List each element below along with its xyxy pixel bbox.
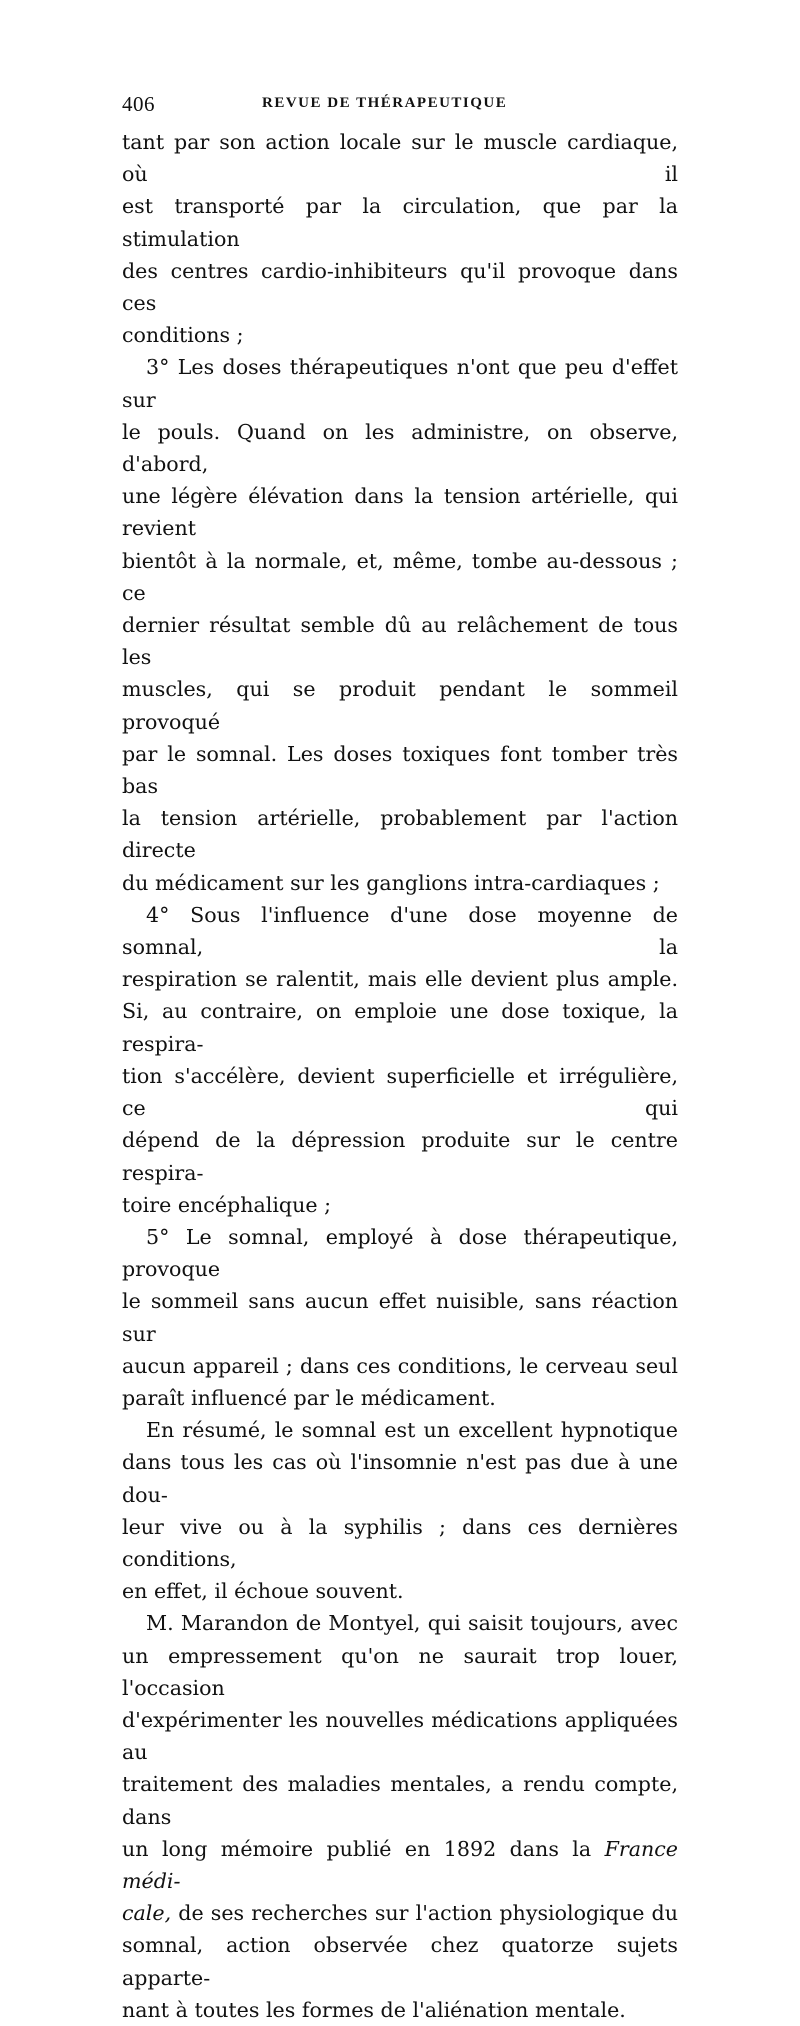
text-line: dépend de la dépression produite sur le centre respira- xyxy=(122,1128,678,1185)
text-line: une légère élévation dans la tension artérielle, qui revient xyxy=(122,484,678,541)
page-header xyxy=(122,92,678,126)
text-line-with-italic: un long mémoire publié en 1892 dans la France médi- xyxy=(122,1836,678,1893)
paragraph-3 xyxy=(122,899,678,1221)
text-line: le pouls. Quand on les administre, on observe, d'abord, xyxy=(122,419,678,477)
text-line: un empressement qu'on ne saurait trop louer, l'occasion xyxy=(122,1643,678,1700)
text-line: dans tous les cas où l'insomnie n'est pas due à une dou- xyxy=(122,1450,678,1507)
paragraph-5 xyxy=(122,1414,678,1607)
journal-title-italic: cale, xyxy=(122,1901,172,1926)
book-page xyxy=(122,92,678,2026)
text-line: 4° Sous l'influence d'une dose moyenne de somnal, la xyxy=(122,902,678,960)
text-line: conditions ; xyxy=(122,323,244,348)
paragraph-1 xyxy=(122,126,678,351)
paragraph-4 xyxy=(122,1221,678,1414)
text-line: du médicament sur les ganglions intra-cardiaques ; xyxy=(122,870,660,895)
text-line: nant à toutes les formes de l'aliénation mentale. xyxy=(122,1997,626,2022)
text-line: par le somnal. Les doses toxiques font tomber très bas xyxy=(122,741,678,799)
running-title: REVUE DE THÉRAPEUTIQUE xyxy=(262,95,508,111)
text-line: des centres cardio-inhibiteurs qu'il provoque dans ces xyxy=(122,258,678,316)
text-line-with-italic: cale, de ses recherches sur l'action physiologique du xyxy=(122,1901,678,1926)
text-line: d'expérimenter les nouvelles médications appliquées au xyxy=(122,1707,678,1765)
text-line: respiration se ralentit, mais elle devient plus ample. xyxy=(122,967,678,992)
text-line: en effet, il échoue souvent. xyxy=(122,1579,404,1604)
text-line: 3° Les doses thérapeutiques n'ont que peu d'effet sur xyxy=(122,355,678,412)
text-line: est transporté par la circulation, que par la stimulation xyxy=(122,194,678,251)
text-line: 5° Le somnal, employé à dose thérapeutique, provoque xyxy=(122,1224,678,1282)
text-line: paraît influencé par le médicament. xyxy=(122,1385,496,1410)
text-line: aucun appareil ; dans ces conditions, le cerveau seul xyxy=(122,1353,678,1378)
text-line: traitement des maladies mentales, a rendu compte, dans xyxy=(122,1772,678,1829)
body-text xyxy=(122,126,678,2026)
paragraph-2 xyxy=(122,351,678,898)
text-line: leur vive ou à la syphilis ; dans ces dernières conditions, xyxy=(122,1514,678,1571)
text-line: muscles, qui se produit pendant le sommeil provoqué xyxy=(122,677,678,734)
text-line: somnal, action observée chez quatorze sujets apparte- xyxy=(122,1933,678,1990)
journal-title-italic: France médi- xyxy=(122,1836,678,1893)
text-line: toire encéphalique ; xyxy=(122,1192,332,1217)
text-line: Si, au contraire, on emploie une dose toxique, la respira- xyxy=(122,999,678,1056)
paragraph-6 xyxy=(122,1607,678,2026)
page-number: 406 xyxy=(122,92,155,116)
text-line: tant par son action locale sur le muscle cardiaque, où il xyxy=(122,130,678,187)
text-line: le sommeil sans aucun effet nuisible, sans réaction sur xyxy=(122,1289,678,1346)
text-line: dernier résultat semble dû au relâchement de tous les xyxy=(122,613,678,670)
text-line: bientôt à la normale, et, même, tombe au-dessous ; ce xyxy=(122,548,678,605)
text-line: tion s'accélère, devient superficielle et irrégulière, ce qui xyxy=(122,1063,678,1121)
text-line: M. Marandon de Montyel, qui saisit toujours, avec xyxy=(146,1611,678,1636)
text-line: En résumé, le somnal est un excellent hypnotique xyxy=(146,1418,678,1443)
text-line: la tension artérielle, probablement par l'action directe xyxy=(122,806,678,863)
